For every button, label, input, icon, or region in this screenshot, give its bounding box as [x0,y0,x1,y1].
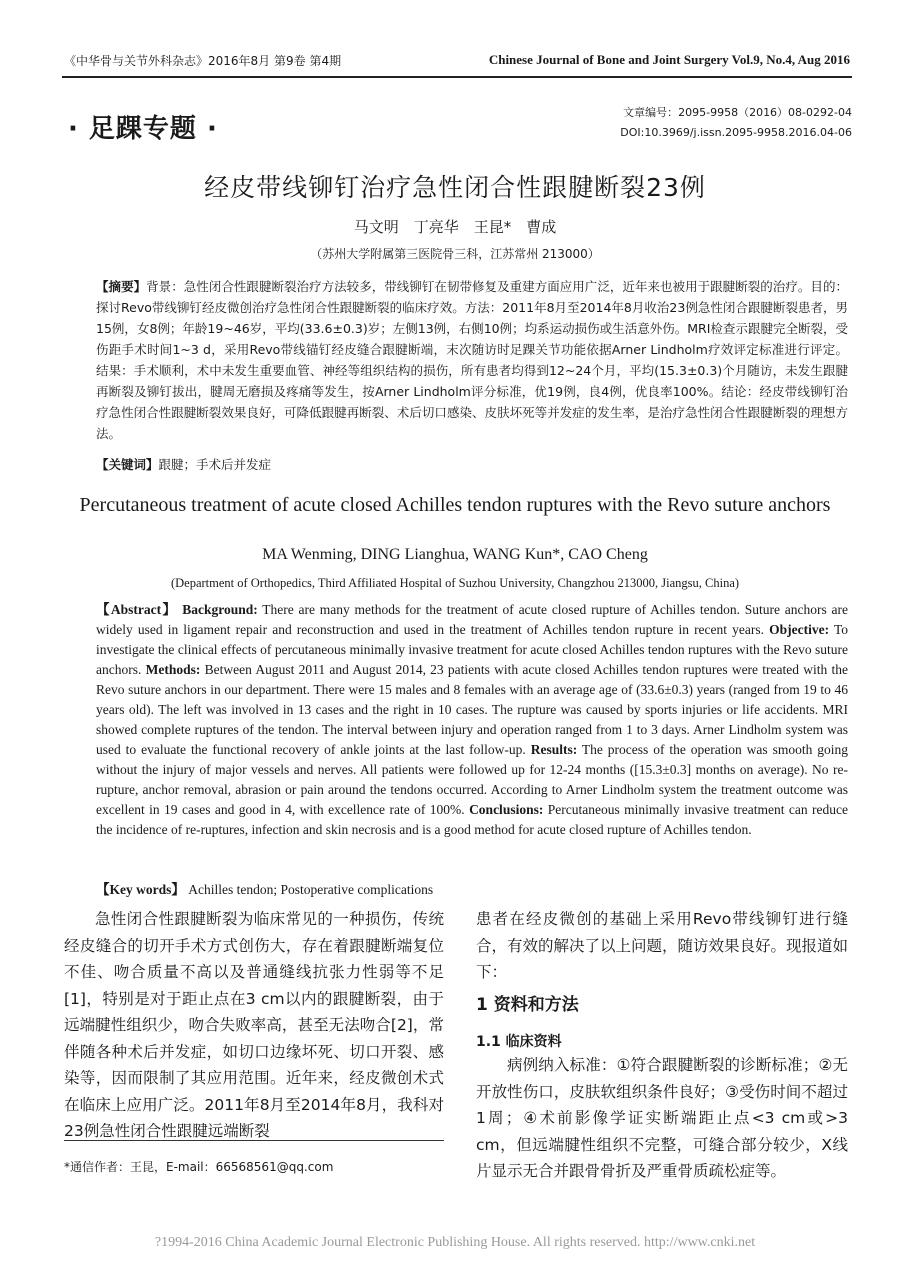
affiliation-zh: （苏州大学附属第三医院骨三科，江苏常州 213000） [310,247,600,261]
methods-text: Between August 2011 and August 2014, 23 patients with acute closed Achilles tendon ruptures were treated with the Revo suture anchors in our department. There were 15 males and 8 females with an average age of (33.6±0.3) years (ranged from 19 to 46 years old). The left was involved in 13 cases and the right in 10 cases. The rupture was caused by sports injuries or life accidents. MRI showed complete ruptures of the tendon. The interval between injury and operation ranged from 1 to 3 days. Arner Lindholm system was used to evaluate the functional recovery of ankle joints at the last follow-up. [96,662,848,757]
abstract-zh [96,276,848,444]
body-right-paragraph-top: 患者在经皮微创的基础上采用Revo带线铆钉进行缝合，有效的解决了以上问题，随访效果良好。现报道如下： [476,910,849,981]
body-left-column [64,906,444,1145]
results-text: The process of the operation was smooth going without the injury of major vessels and nerves. All patients were followed up for 12-24 months ([15.3±0.3] months on average). No re-rupture, anchor removal, abrasion or pain around the tendons occurred. According to Arner Lindholm system the treatment outcome was excellent in 19 cases and good in 4, with excellence rate of 100%. [96,742,849,817]
body-right-column-top [476,906,848,986]
title-en: Percutaneous treatment of acute closed Achilles tendon ruptures with the Revo suture anchors [79,494,831,516]
objective-text: To investigate the clinical effects of percutaneous minimally invasive treatment for acute closed Achilles tendon ruptures with the Revo suture anchors. [96,622,849,677]
conclusions-label: Conclusions: [469,802,544,817]
running-header-right: Chinese Journal of Bone and Joint Surgery Vol.9, No.4, Aug 2016 [488,52,850,67]
title-zh: 经皮带线铆钉治疗急性闭合性跟腱断裂23例 [204,173,706,202]
section-heading-1: 1 资料和方法 [476,995,579,1015]
section-tag: · 足踝专题 · [68,114,218,144]
authors-en: MA Wenming, DING Lianghua, WANG Kun*, CAO Cheng [262,546,648,563]
abstract-zh-text: 背景：急性闭合性跟腱断裂治疗方法较多，带线铆钉在韧带修复及重建方面应用广泛，近年来也被用于跟腱断裂的治疗。目的：探讨Revo带线铆钉经皮微创治疗急性闭合性跟腱断裂的临床疗效。方法：2011年8月至2014年8月收治23例急性闭合跟腱断裂患者，男15例，女8例；年龄19~46岁，平均(33.6±0.3)岁；左侧13例，右侧10例；均系运动损伤或生活意外伤。MRI检查示跟腱完全断裂，受伤距手术时间1~3 d，采用Revo带线锚钉经皮缝合跟腱断端，末次随访时足踝关节功能依据Arner Lindholm疗效评定标准进行评定。结果：手术顺利，术中未发生重要血管、神经等组织结构的损伤，所有患者均得到12~24个月，平均(15.3±0.3)个月随访，未发生跟腱再断裂及铆钉拔出，腱周无磨损及疼痛等发生，按Arner Lindholm评分标准，优19例，良4例，优良率100%。结论：经皮带线铆钉治疗急性闭合性跟腱断裂效果良好，可降低跟腱再断裂、术后切口感染、皮肤坏死等并发症的发生率，是治疗急性闭合性跟腱断裂的理想方法。 [96,279,848,441]
footnote-corresponding-author: *通信作者：王昆，E-mail：66568561@qq.com [64,1160,334,1174]
body-right-column-bottom [476,1052,848,1185]
body-right-paragraph-bottom: 病例纳入标准：①符合跟腱断裂的诊断标准；②无开放性伤口，皮肤软组织条件良好；③受伤时间不超过1周；④术前影像学证实断端距止点<3 cm或>3 cm，但远端腱性组织不完整，可缝合部分较少，X线片显示无合并跟骨骨折及严重骨质疏松症等。 [476,1056,848,1180]
header-rule [62,76,852,78]
subsection-heading-1-1: 1.1 临床资料 [476,1034,562,1050]
article-id: 文章编号：2095-9958（2016）08-0292-04 [623,106,852,119]
authors-zh: 马文明 丁亮华 王昆* 曹成 [353,218,557,236]
body-left-paragraph: 急性闭合性跟腱断裂为临床常见的一种损伤，传统经皮缝合的切开手术方式创伤大，存在着跟腱断端复位不佳、吻合质量不高以及普通缝线抗张力性弱等不足[1]，特别是对于距止点在3 cm以内的跟腱断裂，由于远端腱性组织少，吻合失败率高，甚至无法吻合[2]，常伴随各种术后并发症，如切口边缘坏死、切口开裂、感染等，因而限制了其应用范围。近年来，经皮微创术式在临床上应用广泛。2011年8月至2014年8月，我科对23例急性闭合性跟腱远端断裂 [64,910,444,1140]
conclusions-text: Percutaneous minimally invasive treatment can reduce the incidence of re-ruptures, infection and skin necrosis and is a good method for acute closed rupture of Achilles tendon. [96,802,848,837]
abstract-en-label: 【Abstract】 [96,602,178,617]
keywords-en-text: Achilles tendon; Postoperative complications [184,882,434,897]
keywords-en [96,878,433,898]
doi: DOI:10.3969/j.issn.2095-9958.2016.04-06 [620,126,852,139]
keywords-zh-text: 跟腱；手术后并发症 [158,457,272,472]
abstract-en [96,600,848,840]
keywords-en-label: 【Key words】 [96,882,185,897]
background-label: Background: [182,602,258,617]
footnote-rule [64,1140,444,1141]
abstract-zh-label: 【摘要】 [96,279,147,294]
copyright-footer: ?1994-2016 China Academic Journal Electronic Publishing House. All rights reserved. http://www.cnki.net [154,1235,756,1250]
affiliation-en: (Department of Orthopedics, Third Affiliated Hospital of Suzhou University, Changzhou 213000, Jiangsu, China) [170,576,740,590]
keywords-zh-label: 【关键词】 [96,457,159,472]
keywords-zh [96,455,271,473]
objective-label: Objective: [769,622,830,637]
running-header-left: 《中华骨与关节外科杂志》2016年8月 第9卷 第4期 [64,54,342,68]
results-label: Results: [530,742,578,757]
methods-label: Methods: [145,662,201,677]
background-text: There are many methods for the treatment of acute closed rupture of Achilles tendon. Suture anchors are widely used in ligament repair and reconstruction and used in the treatment of Achilles tendon rupture in recent years. [96,602,848,637]
